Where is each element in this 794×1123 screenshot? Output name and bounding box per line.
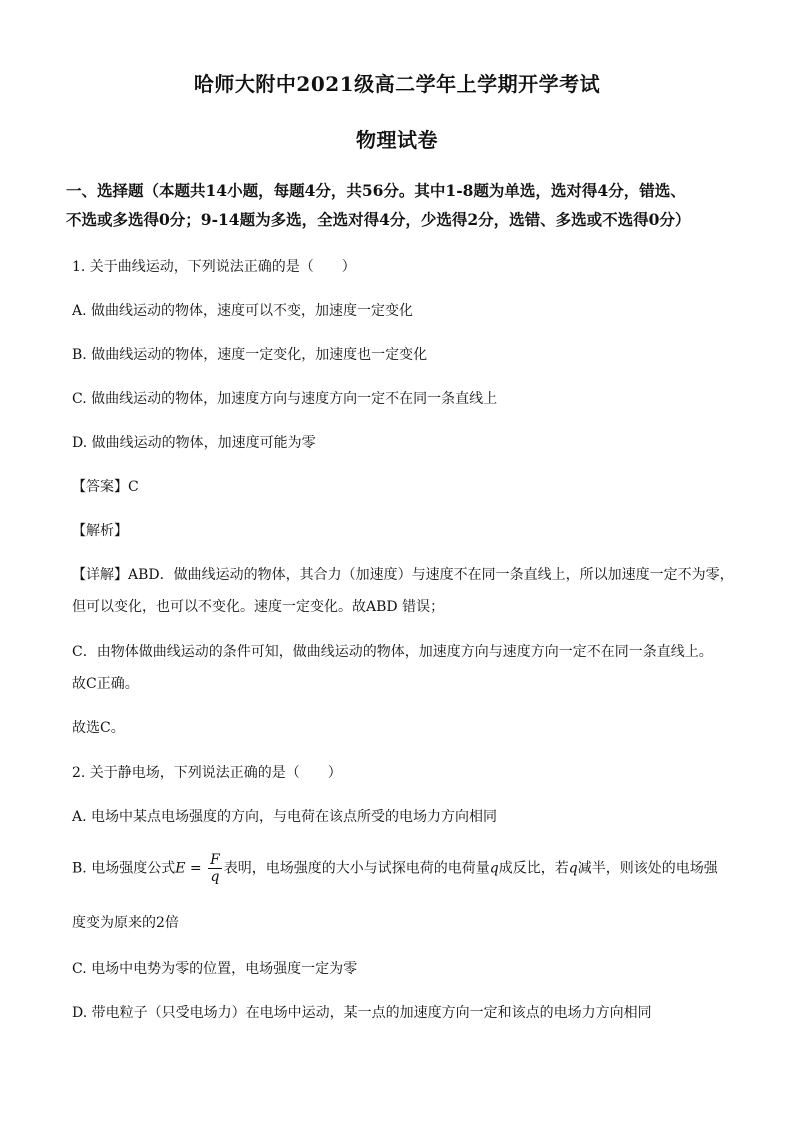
option-b-prefix: B. 电场强度公式 bbox=[72, 860, 176, 877]
question-2-option-b-line2: 度变为原来的2倍 bbox=[72, 915, 179, 931]
question-2-option-a: A. 电场中某点电场强度的方向，与电荷在该点所受的电场力方向相同 bbox=[72, 809, 498, 825]
formula-lhs: E bbox=[175, 860, 186, 877]
question-1-option-c: C. 做曲线运动的物体，加速度方向与速度方向一定不在同一条直线上 bbox=[72, 391, 498, 407]
question-2-option-c: C. 电场中电势为零的位置，电场强度一定为零 bbox=[72, 961, 358, 977]
field-strength-formula bbox=[175, 852, 224, 885]
formula-denominator: q bbox=[210, 869, 220, 885]
answer-tag: 【答案】 bbox=[72, 479, 128, 495]
question-1-detail-line4: 故C正确。 bbox=[72, 676, 139, 692]
question-1-conclusion: 故选C。 bbox=[72, 720, 125, 736]
question-2-option-d: D. 带电粒子（只受电场力）在电场中运动，某一点的加速度方向一定和该点的电场力方向相同 bbox=[72, 1005, 652, 1021]
option-b-text2: 成反比，若 bbox=[498, 860, 569, 877]
question-1-detail-line1: 【详解】ABD．做曲线运动的物体，其合力（加速度）与速度不在同一条直线上，所以加速度一定不为零， bbox=[72, 567, 734, 583]
formula-equals: = bbox=[185, 860, 207, 877]
charge-variable-2: q bbox=[568, 860, 578, 877]
question-1-option-b: B. 做曲线运动的物体，速度一定变化，加速度也一定变化 bbox=[72, 347, 428, 363]
question-2-stem: 2. 关于静电场，下列说法正确的是（ ） bbox=[72, 765, 342, 781]
option-b-text3: 减半，则该处的电场强 bbox=[577, 860, 718, 877]
page-subtitle: 物理试卷 bbox=[356, 128, 438, 152]
charge-variable-1: q bbox=[489, 860, 499, 877]
question-1-detail-line3: C．由物体做曲线运动的条件可知，做曲线运动的物体，加速度方向与速度方向一定不在同一条直线上。 bbox=[72, 644, 713, 660]
question-2-option-b bbox=[72, 852, 718, 885]
section-heading-line2: 不选或多选得0分；9-14题为多选，全选对得4分，少选得2分，选错、多选或不选得0分） bbox=[66, 210, 691, 229]
formula-fraction bbox=[208, 852, 222, 885]
question-1-answer bbox=[72, 476, 139, 496]
option-b-text1: 表明，电场强度的大小与试探电荷的电荷量 bbox=[223, 860, 490, 877]
question-1-option-a: A. 做曲线运动的物体，速度可以不变，加速度一定变化 bbox=[72, 303, 414, 319]
question-1-stem: 1. 关于曲线运动，下列说法正确的是（ ） bbox=[72, 259, 356, 275]
question-1-option-d: D. 做曲线运动的物体，加速度可能为零 bbox=[72, 435, 316, 451]
question-1-analysis-tag: 【解析】 bbox=[72, 523, 128, 539]
question-1-detail-line2: 但可以变化，也可以不变化。速度一定变化。故ABD 错误； bbox=[72, 599, 445, 615]
formula-numerator: F bbox=[210, 852, 220, 868]
answer-value: C bbox=[128, 479, 139, 495]
page-title: 哈师大附中2021级高二学年上学期开学考试 bbox=[193, 72, 601, 96]
section-heading-line1: 一、选择题（本题共14小题，每题4分，共56分。其中1-8题为单选，选对得4分，错选、 bbox=[66, 181, 686, 200]
